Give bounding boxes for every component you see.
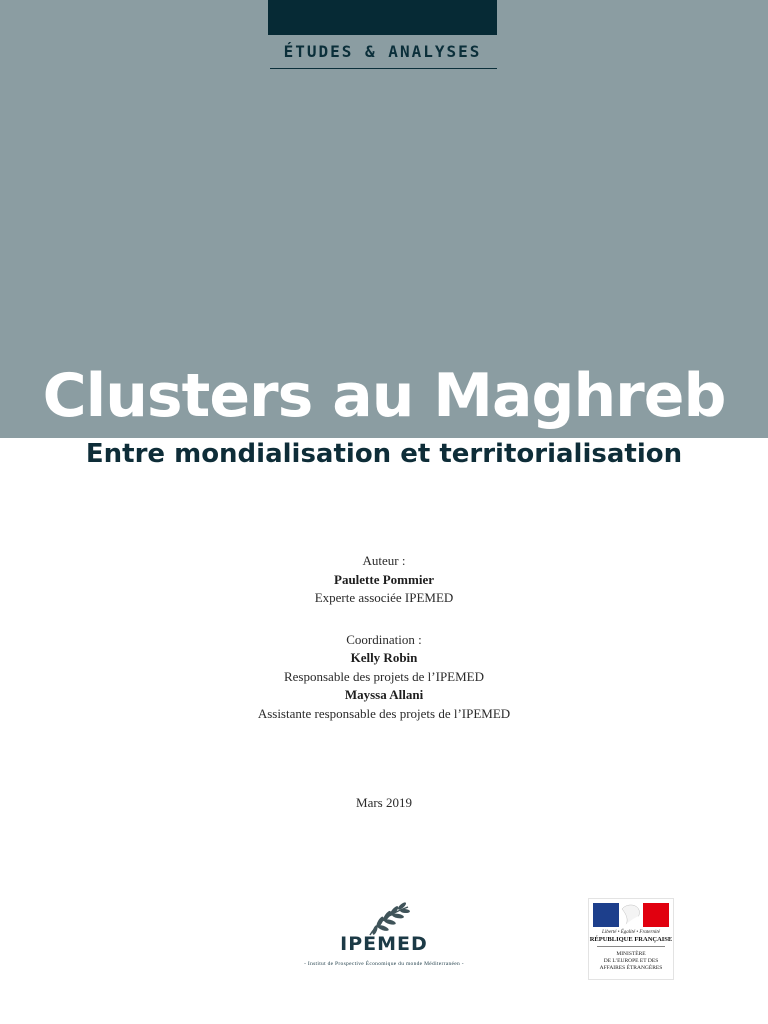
coordinator-name: Kelly Robin xyxy=(350,650,418,665)
logo-divider xyxy=(597,946,665,947)
republic-motto: Liberté • Égalité • Fraternité xyxy=(602,930,660,935)
document-title: Clusters au Maghreb xyxy=(42,361,726,431)
author-role: Experte associée IPEMED xyxy=(314,590,454,605)
series-underline xyxy=(270,68,497,69)
marianne-flag-icon xyxy=(589,899,673,931)
coordinator-role: Assistante responsable des projets de l’IPEMED xyxy=(257,705,511,721)
ministry-line: MINISTÈRE xyxy=(616,951,646,957)
series-label: ÉTUDES & ANALYSES xyxy=(283,42,482,61)
ministry-line: DE L’EUROPE ET DES xyxy=(603,958,659,964)
author-heading: Auteur : xyxy=(362,553,406,568)
coordinator-name: Mayssa Allani xyxy=(344,687,424,702)
ministry-line: AFFAIRES ÉTRANGÈRES xyxy=(599,965,663,971)
coordination-heading: Coordination : xyxy=(346,631,422,647)
ipemed-wordmark: IPEMED xyxy=(340,933,428,955)
coordinator-role: Responsable des projets de l’IPEMED xyxy=(283,668,485,684)
series-tab xyxy=(268,0,497,35)
ministry-name xyxy=(589,951,673,972)
republique-francaise-logo xyxy=(588,898,674,980)
author-name: Paulette Pommier xyxy=(334,571,434,587)
credits-block xyxy=(0,552,768,723)
publication-date: Mars 2019 xyxy=(356,795,412,810)
ipemed-tagline: - Institut de Prospective Économique du monde Méditerranéen - xyxy=(304,961,464,967)
document-subtitle: Entre mondialisation et territorialisation xyxy=(85,439,683,469)
republic-name: RÉPUBLIQUE FRANÇAISE xyxy=(589,936,673,943)
